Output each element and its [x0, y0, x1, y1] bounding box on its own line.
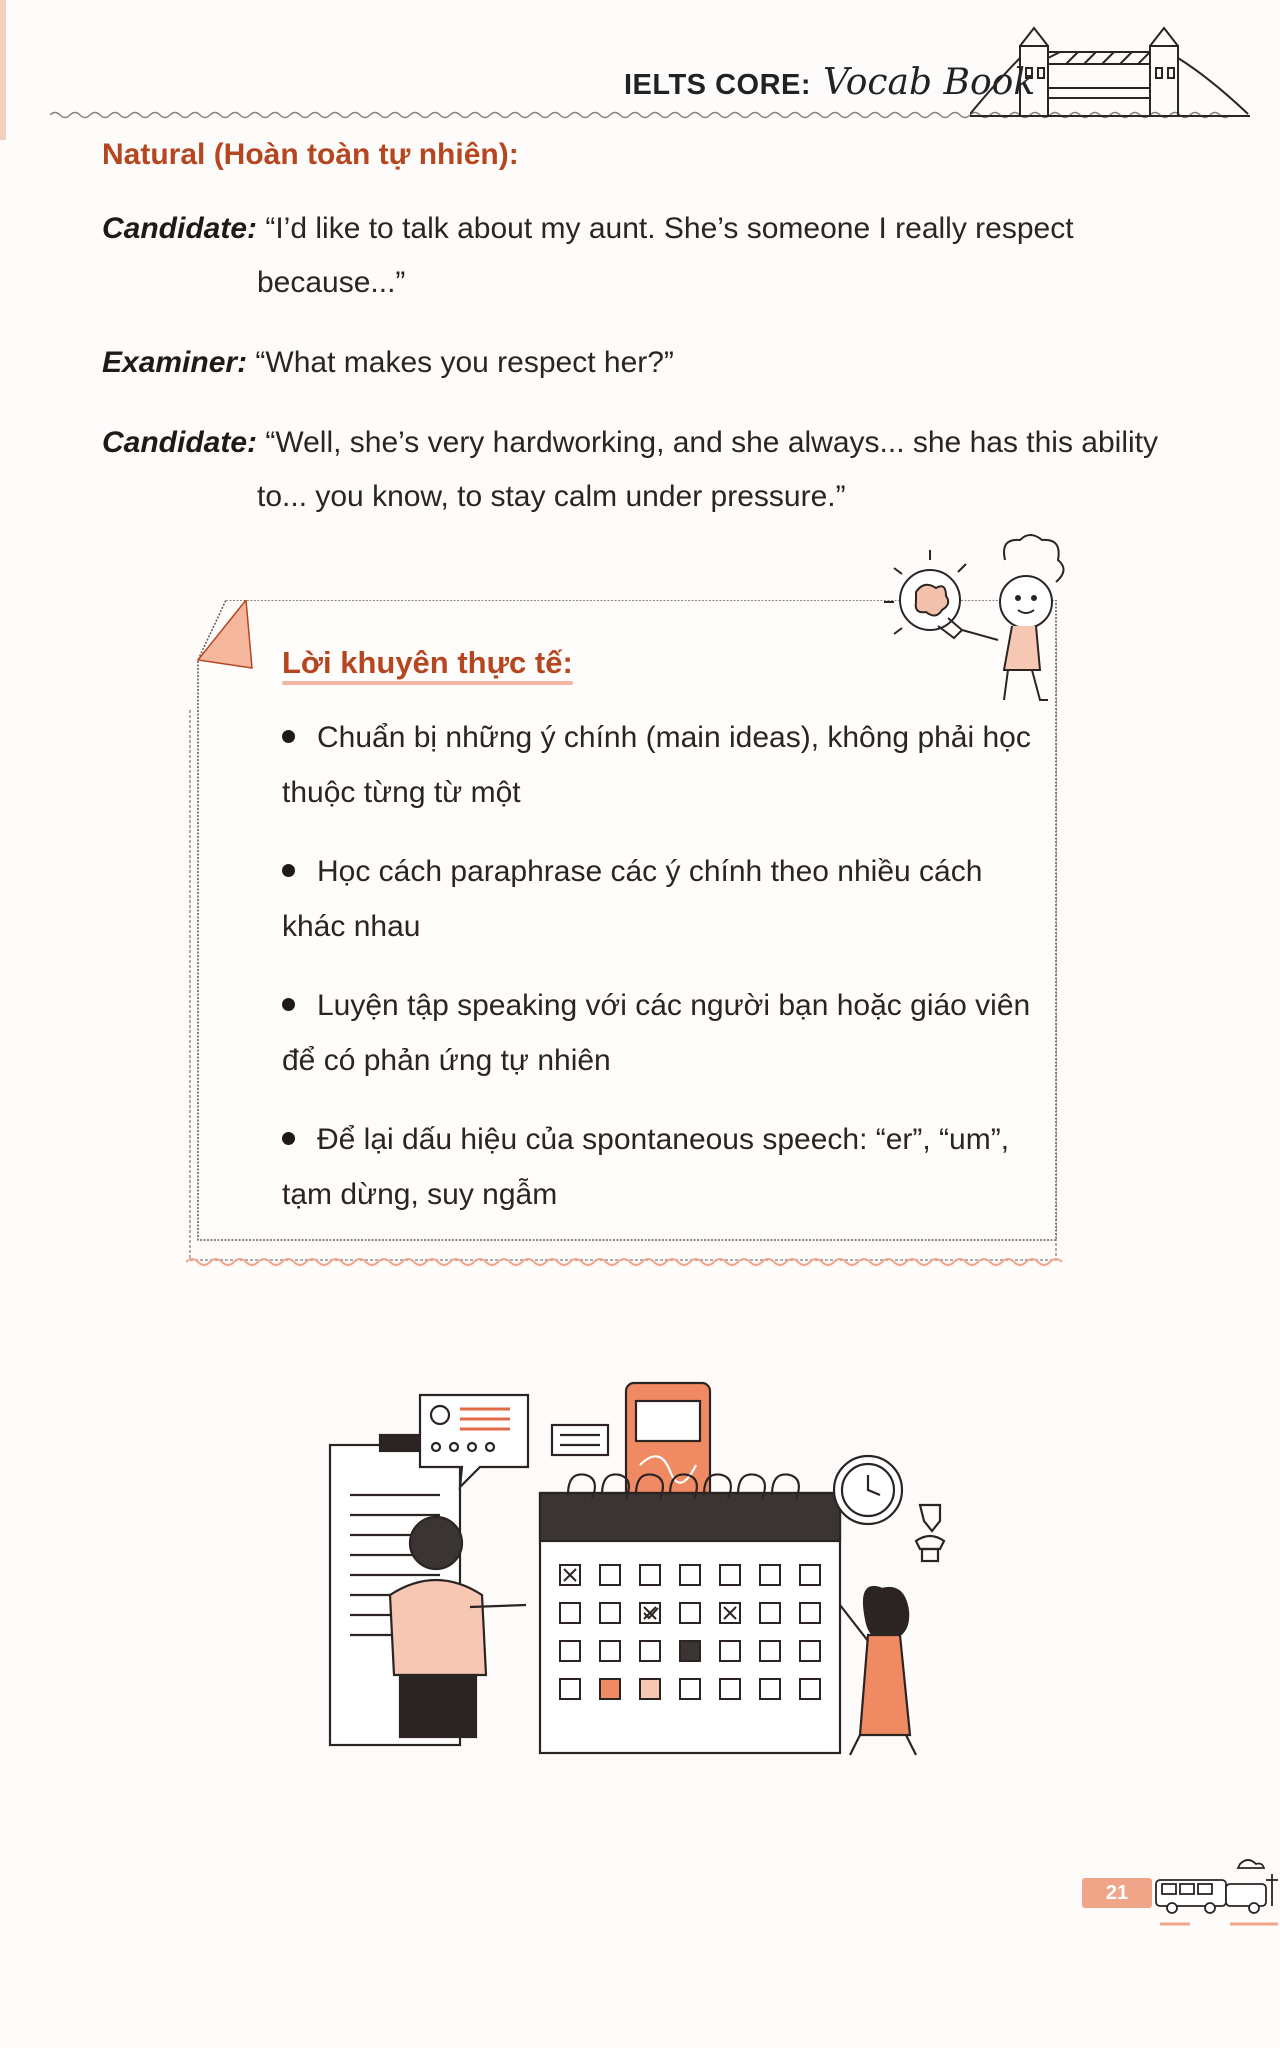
- list-item: [282, 710, 1042, 820]
- dialog-line-2: [102, 336, 1162, 390]
- dialog-text-continued: to... you know, to stay calm under pressure.”: [257, 480, 846, 513]
- header-title-core: IELTS CORE:: [624, 69, 812, 101]
- tip-text-continued: khác nhau: [282, 910, 421, 943]
- list-item: [282, 978, 1042, 1088]
- dialog-line-1: [102, 202, 1162, 310]
- lightbulb-character-icon: [880, 530, 1070, 710]
- tip-text: Để lại dấu hiệu của spontaneous speech: “er”, “um”,: [317, 1123, 1010, 1156]
- tower-bridge-icon: [970, 18, 1250, 123]
- dialog-text: “I’d like to talk about my aunt. She’s someone I really respect: [265, 212, 1074, 245]
- tip-text: Luyện tập speaking với các người bạn hoặc giáo viên: [317, 989, 1031, 1022]
- bullet-icon: [282, 730, 295, 743]
- speaker-label: Candidate:: [102, 426, 258, 459]
- dialog-text: “What makes you respect her?”: [255, 346, 674, 379]
- dialog-text: “Well, she’s very hardworking, and she always... she has this ability: [265, 426, 1158, 459]
- dialog-line-3: [102, 416, 1162, 524]
- header-title-script: Vocab Book: [823, 62, 1036, 103]
- tip-text: Chuẩn bị những ý chính (main ideas), không phải học: [317, 721, 1031, 754]
- tip-text-continued: để có phản ứng tự nhiên: [282, 1044, 611, 1077]
- bus-icon: [1150, 1850, 1280, 1930]
- list-item: [282, 1112, 1042, 1222]
- bullet-icon: [282, 998, 295, 1011]
- tips-list: [282, 710, 1042, 1246]
- calendar-planning-icon: [320, 1375, 980, 1775]
- list-item: [282, 844, 1042, 954]
- tip-text-continued: tạm dừng, suy ngẫm: [282, 1178, 558, 1211]
- tip-text-continued: thuộc từng từ một: [282, 776, 521, 809]
- bullet-icon: [282, 864, 295, 877]
- dialog-text-continued: because...”: [257, 266, 406, 299]
- section-title: Natural (Hoàn toàn tự nhiên):: [102, 138, 519, 171]
- page-header: [0, 0, 1280, 130]
- tip-text: Học cách paraphrase các ý chính theo nhiều cách: [317, 855, 983, 888]
- page-number: 21: [1082, 1878, 1152, 1908]
- bullet-icon: [282, 1132, 295, 1145]
- speaker-label: Candidate:: [102, 212, 258, 245]
- speaker-label: Examiner:: [102, 346, 248, 379]
- tips-title: Lời khuyên thực tế:: [282, 645, 573, 680]
